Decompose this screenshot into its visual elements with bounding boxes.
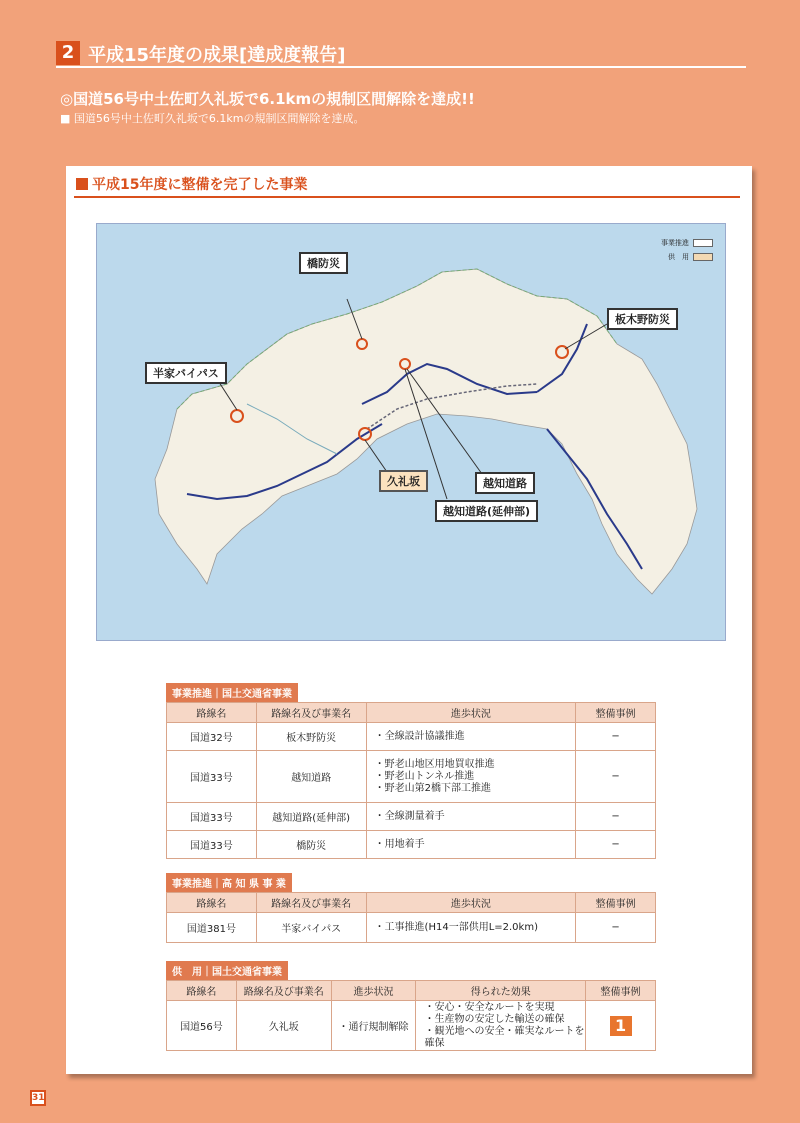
col-header: 進歩状況 xyxy=(366,893,576,913)
legend-label: 事業推進 xyxy=(661,239,689,247)
callout-ochi: 越知道路 xyxy=(475,472,535,494)
table-header-row xyxy=(167,893,656,913)
section-header xyxy=(56,38,746,68)
cell-example xyxy=(586,1001,656,1051)
table-row xyxy=(167,913,656,943)
cell-route: 国道33号 xyxy=(167,831,257,859)
cell-example: − xyxy=(576,723,656,751)
status-line: ・全線測量着手 xyxy=(374,810,445,822)
cell-route: 国道32号 xyxy=(167,723,257,751)
cell-project: 越知道路 xyxy=(256,751,366,803)
cell-effects xyxy=(416,1001,586,1051)
table-row xyxy=(167,803,656,831)
square-bullet-icon xyxy=(76,178,88,190)
table-row xyxy=(167,1001,656,1051)
title-divider xyxy=(74,196,740,198)
headline: ◎国道56号中土佐町久礼坂で6.1kmの規制区間解除を達成!! xyxy=(60,90,475,108)
effect-line: ・観光地への安全・確実なルートを確保 xyxy=(424,1025,585,1049)
cell-example: − xyxy=(576,831,656,859)
table3-block xyxy=(166,960,656,1051)
table3-label: 供 用｜国土交通省事業 xyxy=(166,961,288,980)
effect-line: ・生産物の安定した輸送の確保 xyxy=(424,1013,565,1025)
card-title xyxy=(76,174,307,194)
col-header: 進歩状況 xyxy=(331,981,416,1001)
cell-status xyxy=(366,751,576,803)
callout-hange: 半家バイパス xyxy=(145,362,227,384)
col-header: 整備事例 xyxy=(576,893,656,913)
status-line: ・全線設計協議推進 xyxy=(374,730,465,742)
legend-swatch-promotion xyxy=(693,239,713,247)
leader-kure xyxy=(365,440,387,472)
subline: ■ 国道56号中土佐町久礼坂で6.1kmの規制区間解除を達成。 xyxy=(60,112,365,125)
col-header: 整備事例 xyxy=(586,981,656,1001)
cell-example: − xyxy=(576,913,656,943)
section-number: 2 xyxy=(56,41,80,65)
cell-status xyxy=(366,803,576,831)
legend-swatch-opened xyxy=(693,253,713,261)
legend-row-opened xyxy=(661,252,713,262)
status-line: ・工事推進(H14一部供用L=2.0km) xyxy=(374,921,538,933)
cell-status xyxy=(366,723,576,751)
table1 xyxy=(166,702,656,859)
table2-label: 事業推進｜高 知 県 事 業 xyxy=(166,873,292,892)
cell-status: ・通行規制解除 xyxy=(331,1001,416,1051)
cell-status xyxy=(366,831,576,859)
cell-route: 国道33号 xyxy=(167,803,257,831)
callout-itagino: 板木野防災 xyxy=(607,308,678,330)
callout-kure: 久礼坂 xyxy=(379,470,428,492)
table1-label: 事業推進｜国土交通省事業 xyxy=(166,683,298,702)
table2-block xyxy=(166,872,656,943)
col-header: 路線名 xyxy=(167,981,237,1001)
table-header-row xyxy=(167,981,656,1001)
status-line: ・野老山地区用地買収推進 xyxy=(374,758,495,770)
cell-project: 越知道路(延伸部) xyxy=(256,803,366,831)
col-header: 整備事例 xyxy=(576,703,656,723)
cell-project: 半家バイパス xyxy=(256,913,366,943)
col-header: 路線名及び事業名 xyxy=(256,893,366,913)
map-legend xyxy=(661,238,713,266)
table-row xyxy=(167,723,656,751)
legend-label: 供 用 xyxy=(668,253,689,261)
cell-project: 久礼坂 xyxy=(236,1001,331,1051)
table-row xyxy=(167,831,656,859)
cell-project: 板木野防災 xyxy=(256,723,366,751)
effect-line: ・安心・安全なルートを実現 xyxy=(424,1001,555,1013)
col-header: 路線名 xyxy=(167,893,257,913)
cell-example: − xyxy=(576,751,656,803)
table3 xyxy=(166,980,656,1051)
page-number: 31 xyxy=(30,1090,46,1106)
table1-block xyxy=(166,682,656,859)
cell-example: − xyxy=(576,803,656,831)
col-header: 得られた効果 xyxy=(416,981,586,1001)
col-header: 路線名及び事業名 xyxy=(236,981,331,1001)
cell-route: 国道381号 xyxy=(167,913,257,943)
col-header: 進歩状況 xyxy=(366,703,576,723)
map-graphic xyxy=(97,224,726,641)
section-title: 平成15年度の成果[達成度報告] xyxy=(88,45,346,66)
cell-status xyxy=(366,913,576,943)
cell-project: 橋防災 xyxy=(256,831,366,859)
callout-ochi-ext: 越知道路(延伸部) xyxy=(435,500,538,522)
status-line: ・野老山第2橋下部工推進 xyxy=(374,782,491,794)
status-line: ・野老山トンネル推進 xyxy=(374,770,475,782)
content-card xyxy=(66,166,752,1074)
legend-row-promotion xyxy=(661,238,713,248)
example-badge[interactable]: 1 xyxy=(610,1016,632,1036)
table-header-row xyxy=(167,703,656,723)
table2 xyxy=(166,892,656,943)
table-row xyxy=(167,751,656,803)
col-header: 路線名及び事業名 xyxy=(256,703,366,723)
status-line: ・用地着手 xyxy=(374,838,425,850)
cell-route: 国道33号 xyxy=(167,751,257,803)
kochi-road-map xyxy=(96,223,726,641)
card-title-text: 平成15年度に整備を完了した事業 xyxy=(92,177,308,193)
callout-hashi: 橋防災 xyxy=(299,252,348,274)
cell-route: 国道56号 xyxy=(167,1001,237,1051)
col-header: 路線名 xyxy=(167,703,257,723)
